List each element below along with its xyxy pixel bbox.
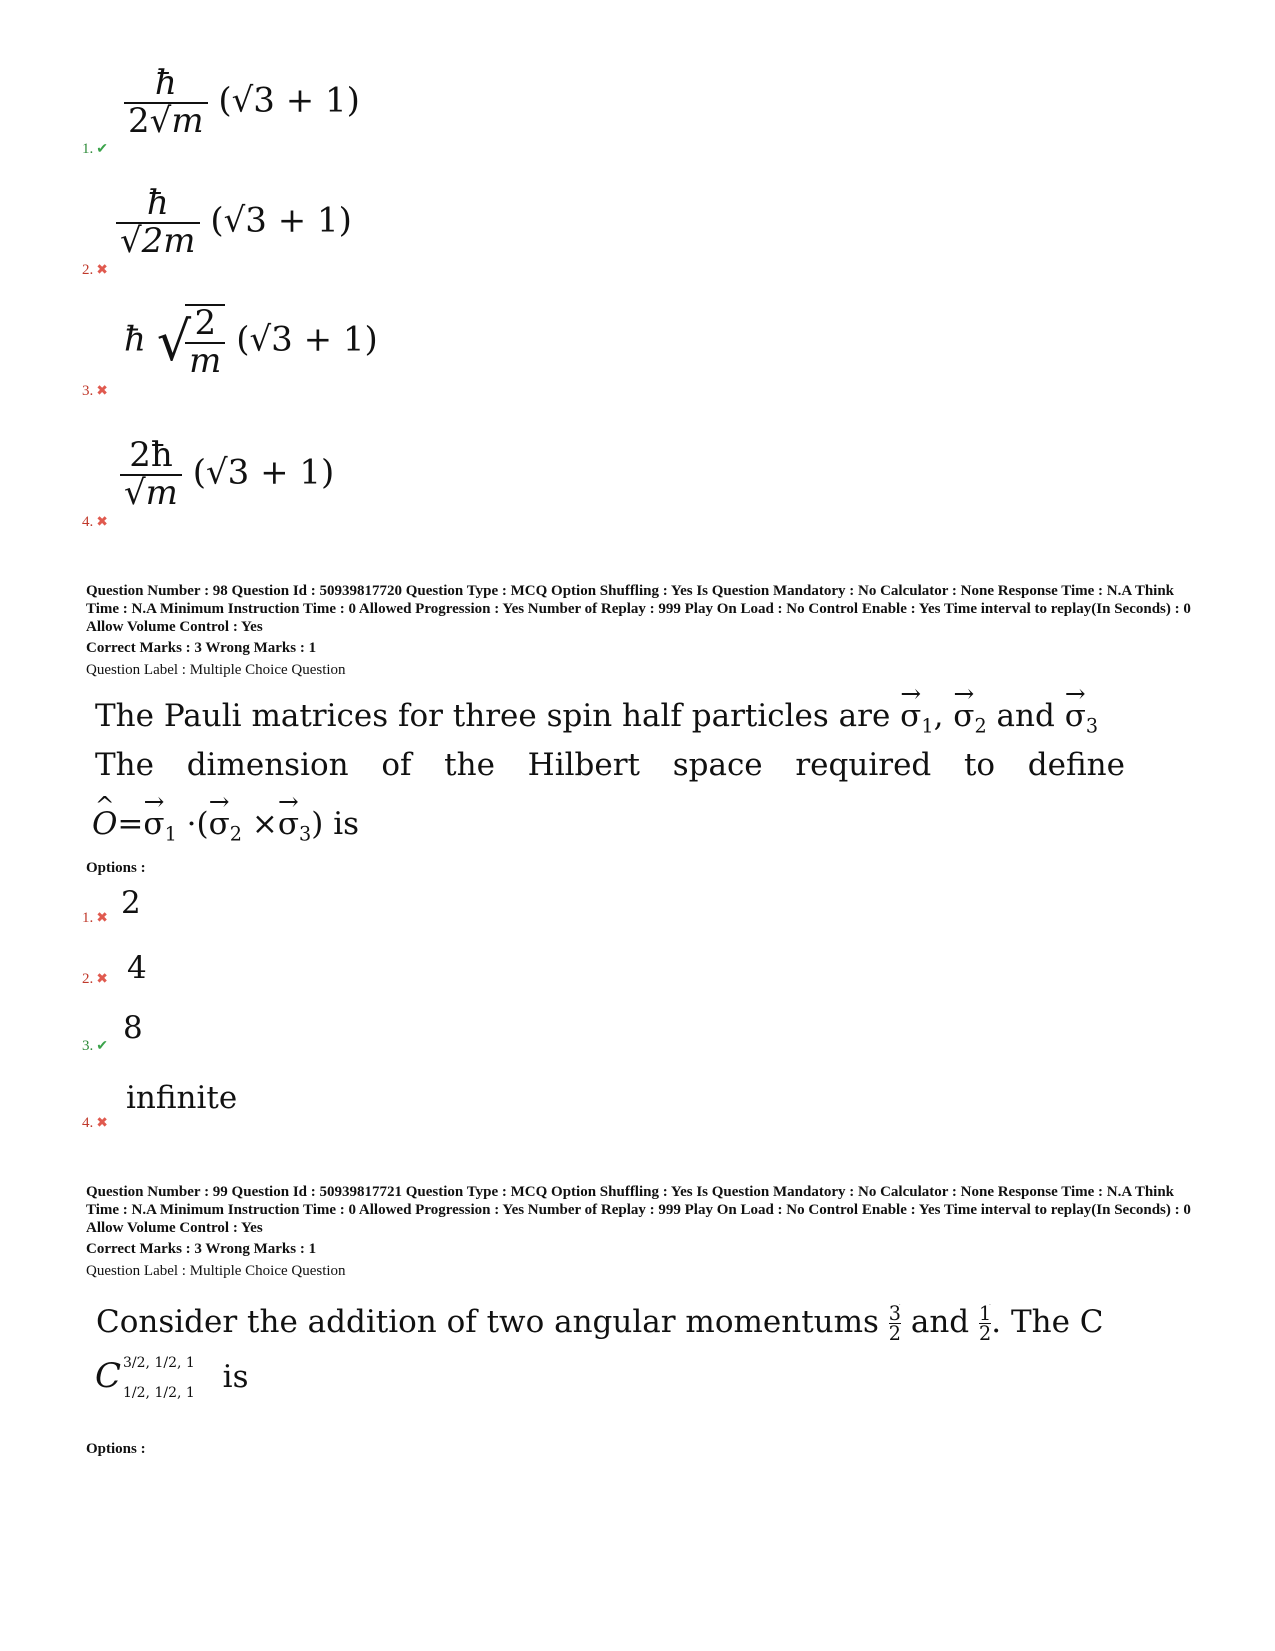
q99-text-line-2: C 3/2, 1/2, 1 1/2, 1/2, 1 is	[95, 1355, 249, 1401]
q99-options-heading: Options :	[86, 1441, 146, 1457]
q98-text-line-1: The Pauli matrices for three spin half particles are → $\sigma_1$, → $\sigma_2$ and → $\sigma_3$	[95, 698, 1098, 738]
check-icon: ✔	[96, 142, 108, 157]
prev-option-3-number: 3. ✖	[82, 383, 108, 399]
cross-icon: ✖	[96, 263, 108, 278]
q99-text-line-1: Consider the addition of two angular momentums → $\frac{3}{2}$ and → $\frac{1}{2}$ . The C	[96, 1304, 1156, 1343]
prev-option-4-formula: $\frac{2ħ}{√m}$ (√3 + 1)	[120, 438, 334, 511]
q98-option-1-text: 2	[121, 885, 141, 921]
q98-marks: Correct Marks : 3 Wrong Marks : 1	[86, 640, 317, 656]
prev-option-2-number: 2. ✖	[82, 262, 108, 278]
q98-option-4-number: 4. ✖	[82, 1115, 108, 1131]
cross-icon: ✖	[96, 911, 108, 926]
prev-option-1-number: 1. ✔	[82, 141, 108, 157]
q99-meta: Question Number : 99 Question Id : 50939817721 Question Type : MCQ Option Shuffling : Yes Is Question Mandatory : No Calculator : None Response Time : N.A Think Time : N.A Minimum Instruction Time : 0 Allowed Progression : Yes Number of Replay : 999 Play On Load : No Control Enable : Yes Time interval to replay(In Seconds) : 0 Allow Volume Control : Yes	[86, 1184, 1191, 1236]
q98-option-3-text: 8	[123, 1010, 143, 1046]
q98-meta: Question Number : 98 Question Id : 50939817720 Question Type : MCQ Option Shuffling : Yes Is Question Mandatory : No Calculator : None Response Time : N.A Think Time : N.A Minimum Instruction Time : 0 Allowed Progression : Yes Number of Replay : 999 Play On Load : No Control Enable : Yes Time interval to replay(In Seconds) : 0 Allow Volume Control : Yes	[86, 583, 1191, 635]
q99-label: Question Label : Multiple Choice Question	[86, 1263, 346, 1279]
q98-option-4-text: infinite	[126, 1080, 238, 1116]
cross-icon: ✖	[96, 1116, 108, 1131]
prev-option-2-formula: $\frac{ħ}{√2m}$ (√3 + 1)	[116, 186, 352, 259]
q98-text-line-2: The dimension of the Hilbert space required to define	[95, 747, 1125, 783]
prev-option-1-formula: $\frac{ħ}{2√m}$ (√3 + 1)	[124, 66, 360, 139]
prev-option-3-formula: ħ √ $\frac{2}{m}$ (√3 + 1)	[124, 303, 378, 381]
q99-marks: Correct Marks : 3 Wrong Marks : 1	[86, 1241, 317, 1257]
q98-option-2-text: 4	[127, 950, 147, 986]
q98-text-line-3: ^ $O=\to \sigma_1$ ·(→ $\sigma_2 \times\to \sigma_3$) is	[92, 806, 359, 846]
check-icon: ✔	[96, 1039, 108, 1054]
q98-option-2-number: 2. ✖	[82, 971, 108, 987]
prev-option-4-number: 4. ✖	[82, 514, 108, 530]
cross-icon: ✖	[96, 515, 108, 530]
q98-options-heading: Options :	[86, 860, 146, 876]
q98-option-3-number: 3. ✔	[82, 1038, 108, 1054]
q98-option-1-number: 1. ✖	[82, 910, 108, 926]
cross-icon: ✖	[96, 384, 108, 399]
cross-icon: ✖	[96, 972, 108, 987]
q98-label: Question Label : Multiple Choice Question	[86, 662, 346, 678]
